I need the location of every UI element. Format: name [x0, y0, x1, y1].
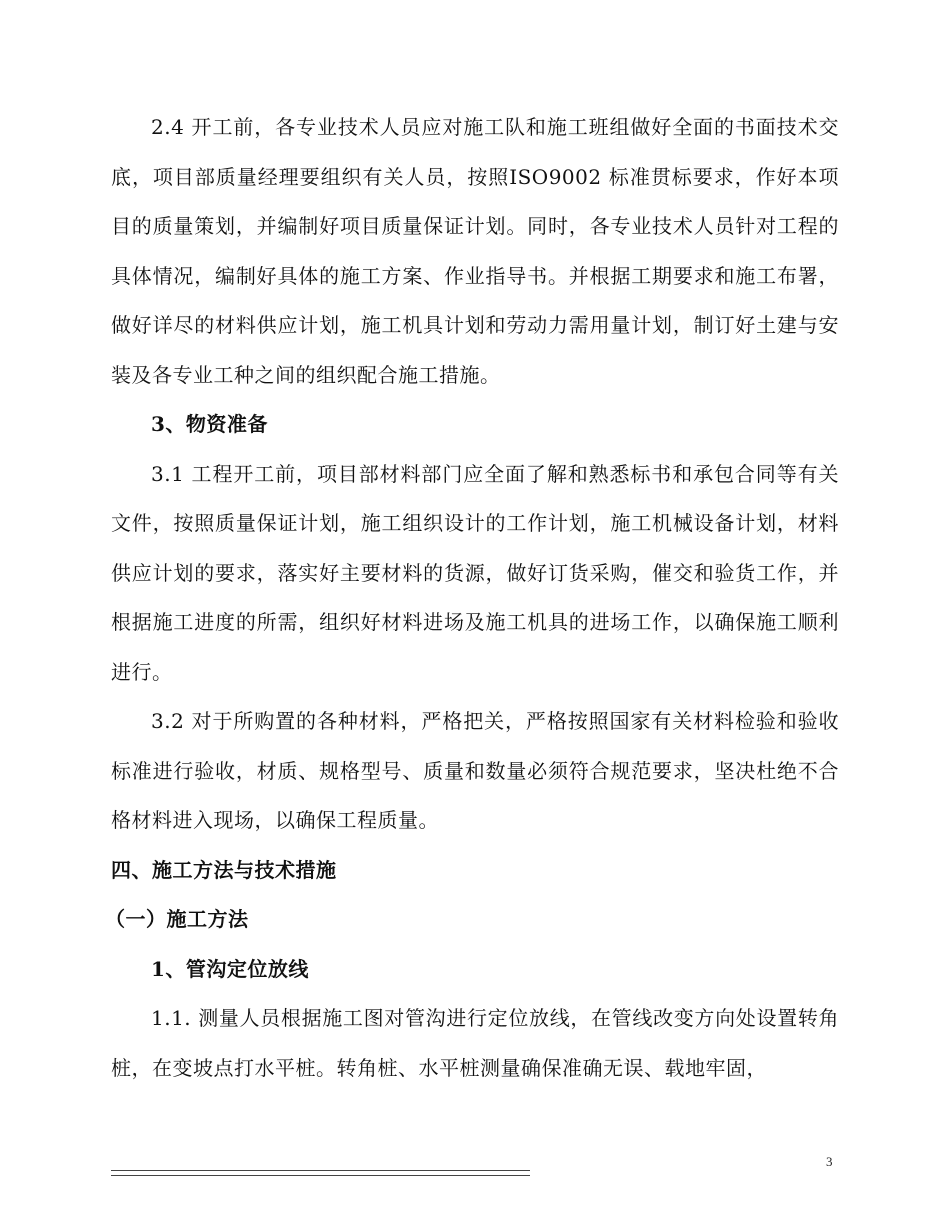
- paragraph-1-1: 1.1. 测量人员根据施工图对管沟进行定位放线，在管线改变方向处设置转角桩，在变坡点打水平桩。转角桩、水平桩测量确保准确无误、载地牢固，: [111, 1006, 839, 1080]
- heading-trench-layout: 1、管沟定位放线: [151, 956, 309, 981]
- paragraph-3-1: 3.1 工程开工前，项目部材料部门应全面了解和熟悉标书和承包合同等有关文件，按照质量保证计划，施工组织设计的工作计划，施工机械设备计划，材料供应计划的要求，落实好主要材料的货源，做好订货采购，催交和验货工作，并根据施工进度的所需，组织好材料进场及施工机具的进场工作，以确保施工顺利进行。: [111, 461, 839, 684]
- paragraph-2-4: 2.4 开工前，各专业技术人员应对施工队和施工班组做好全面的书面技术交底，项目部质量经理要组织有关人员，按照ISO9002 标准贯标要求，作好本项目的质量策划，并编制好项目质量保证计划。同时，各专业技术人员针对工程的具体情况，编制好具体的施工方案、作业指导书。并根据工期要求和施工布署，做好详尽的材料供应计划，施工机具计划和劳动力需用量计划，制订好土建与安装及各专业工种之间的组织配合施工措施。: [111, 115, 839, 387]
- page-number: 3: [826, 1154, 833, 1169]
- paragraph-3-2: 3.2 对于所购置的各种材料，严格把关，严格按照国家有关材料检验和验收标准进行验收，材质、规格型号、质量和数量必须符合规范要求，坚决杜绝不合格材料进入现场，以确保工程质量。: [111, 709, 839, 832]
- footer-rule: [111, 1170, 530, 1176]
- heading-construction-methods-measures: 四、施工方法与技术措施: [111, 857, 337, 882]
- heading-material-preparation: 3、物资准备: [151, 412, 268, 436]
- page-body: [105, 103, 839, 1093]
- heading-construction-methods: （一）施工方法: [105, 907, 249, 931]
